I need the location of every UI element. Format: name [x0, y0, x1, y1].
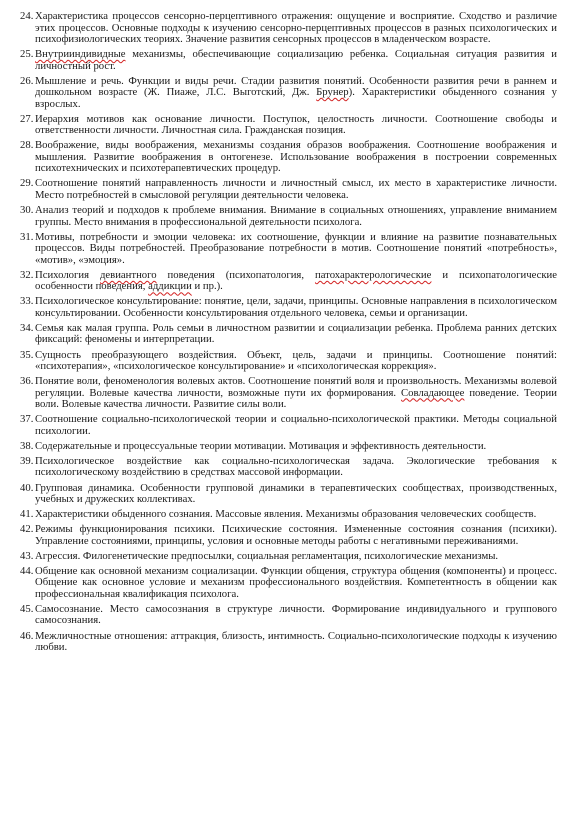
- item-text: [35, 270, 557, 293]
- item-text: Характеристика процессов сенсорно-перцептивного отражения: ощущение и восприятие. Сходство и различие этих процессов. Основные подходы к изучению сенсорно-перцептивных процессов в разных психологических и психофизиологических теориях. Значение развития сенсорных процессов в младенческом возрасте.: [35, 10, 557, 45]
- item-text: Психологическое консультирование: понятие, цели, задачи, принципы. Основные направления в психологическом консультировании. Особенности консультирования отдельного человека, семьи и организации.: [35, 295, 557, 319]
- text-segment: ). Характеристики обыденного сознания у взрослых.: [35, 86, 557, 110]
- text-segment: Мышление и речь. Функции и виды речи. Стадии развития понятий. Особенности развития речи в раннем и дошкольном возрасте (Ж. Пиаже, Л.С. Выготский, Дж.: [35, 74, 557, 99]
- item-number: 46.: [20, 629, 34, 642]
- list-item-24: [20, 11, 557, 46]
- list-item-31: [20, 232, 557, 267]
- item-number: 43.: [20, 549, 34, 562]
- text-segment: и психопатологические особенности поведения,: [35, 268, 557, 293]
- spellcheck-flagged-word: девиантного: [99, 268, 157, 281]
- list-item-26: [20, 76, 557, 111]
- item-number: 39.: [20, 454, 34, 467]
- item-number: 24.: [20, 10, 34, 22]
- item-number: 40.: [20, 481, 34, 494]
- item-number: 26.: [20, 74, 34, 87]
- list-item-41: [20, 509, 557, 521]
- item-text: Характеристики обыденного сознания. Массовые явления. Механизмы образования человеческих сообществ.: [35, 508, 537, 521]
- text-segment: Психология: [35, 268, 100, 281]
- spellcheck-flagged-word: патохарактерологические: [314, 268, 432, 281]
- item-number: 38.: [20, 439, 34, 452]
- list-item-33: [20, 296, 557, 319]
- list-item-40: [20, 483, 557, 506]
- item-number: 29.: [20, 177, 34, 190]
- item-text: Сущность преобразующего воздействия. Объект, цель, задачи и принципы. Соотношение понятий: «психотерапия», «психологическое консультирование» и «психологическая коррекция».: [35, 348, 557, 373]
- list-item-37: [20, 414, 557, 437]
- item-text: Мотивы, потребности и эмоции человека: их соотношение, функции и влияние на развитие познавательных процессов. Виды потребностей. Преобразование потребности в мотив. Соотношение понятий «потребность», «мотив», «эмоция».: [35, 230, 557, 266]
- spellcheck-flagged-word: аддикции: [148, 280, 192, 293]
- list-item-30: [20, 205, 557, 228]
- item-text: Агрессия. Филогенетические предпосылки, социальная регламентация, психологические механизмы.: [35, 549, 499, 562]
- item-number: 45.: [20, 602, 34, 615]
- item-number: 32.: [20, 268, 34, 281]
- item-text: Самосознание. Место самосознания в структуре личности. Формирование индивидуального и группового самосознания.: [35, 602, 557, 627]
- item-number: 25.: [20, 48, 34, 61]
- list-item-44: [20, 566, 557, 601]
- item-text: Психологическое воздействие как социально-психологическая задача. Экологические требования к психологическому воздействию в средствах массовой информации.: [35, 454, 557, 479]
- item-text: Иерархия мотивов как основание личности. Поступок, целостность личности. Соотношение свободы и ответственности личности. Личностная сила. Гражданская позиция.: [35, 112, 557, 137]
- list-item-45: [20, 604, 557, 627]
- list-item-42: [20, 524, 557, 547]
- list-item-32: [20, 270, 557, 293]
- item-number: 34.: [20, 321, 34, 334]
- spellcheck-flagged-word: Внутрииндивидные: [35, 48, 126, 61]
- item-text: Воображение, виды воображения, механизмы создания образов воображения. Соотношение воображения и мышления. Развитие воображения в онтогенезе. Использование воображения в построении современных психотехнических и психотерапевтических процедур.: [35, 139, 557, 175]
- list-item-38: [20, 441, 557, 453]
- text-segment: Понятие воли, феноменология волевых актов. Соотношение понятий воля и произвольность. Механизмы волевой регуляции. Волевые качества личности, возможные пути их формирования.: [35, 375, 557, 399]
- list-item-43: [20, 551, 557, 563]
- spellcheck-flagged-word: Брунер: [316, 86, 349, 99]
- item-number: 35.: [20, 348, 34, 361]
- item-number: 41.: [20, 508, 34, 521]
- item-number: 37.: [20, 413, 34, 426]
- list-item-27: [20, 114, 557, 137]
- item-number: 33.: [20, 295, 34, 308]
- item-text: Анализ теорий и подходов к проблеме внимания. Внимание в социальных отношениях, управление вниманием группы. Место внимания в профессиональной деятельности психолога.: [35, 204, 557, 228]
- item-text: Содержательные и процессуальные теории мотивации. Мотивация и эффективность деятельности.: [35, 439, 487, 452]
- text-segment: и пр.).: [191, 280, 223, 293]
- item-number: 28.: [20, 139, 34, 152]
- item-number: 27.: [20, 112, 34, 125]
- item-number: 30.: [20, 204, 34, 217]
- item-number: 31.: [20, 230, 34, 243]
- item-number: 44.: [20, 564, 34, 577]
- item-text: Семья как малая группа. Роль семьи в личностном развитии и социализации ребенка. Проблема ранних детских фиксаций: феномены и интерпретации.: [35, 321, 557, 346]
- list-item-46: [20, 631, 557, 654]
- item-text: Межличностные отношения: аттракция, близость, интимность. Социально-психологические подходы к изучению любви.: [35, 629, 557, 654]
- text-segment: поведение. Теории воли. Волевые качества личности. Развитие силы воли.: [35, 386, 557, 411]
- list-item-28: [20, 140, 557, 175]
- list-item-34: [20, 323, 557, 346]
- text-segment: механизмы, обеспечивающие социализацию ребенка. Социальная ситуация развития и личностный рост.: [35, 48, 557, 72]
- list-item-39: [20, 456, 557, 479]
- item-text: [35, 76, 557, 111]
- item-number: 36.: [20, 375, 34, 388]
- item-text: Групповая динамика. Особенности групповой динамики в терапевтических сообществах, производственных, учебных и дружеских коллективах.: [35, 481, 557, 505]
- text-segment: поведения (психопатология,: [156, 268, 315, 281]
- exam-questions-list: [20, 11, 557, 657]
- item-text: [35, 49, 557, 72]
- spellcheck-flagged-word: Совладающее: [401, 386, 465, 399]
- item-number: 42.: [20, 523, 34, 536]
- list-item-35: [20, 350, 557, 373]
- item-text: Общение как основной механизм социализации. Функции общения, структура общения (компоненты) и процесс. Общение как основное условие и механизм профессионального воздействия. Компетентность в общении как профессиональная квалификация психолога.: [35, 564, 557, 600]
- item-text: Соотношение понятий направленность личности и личностный смысл, их место в характеристике личности. Место потребностей в смысловой регуляции деятельности человека.: [35, 177, 557, 201]
- item-text: Соотношение социально-психологической теории и социально-психологической практики. Методы социальной психологии.: [35, 413, 557, 437]
- item-text: Режимы функционирования психики. Психические состояния. Измененные состояния сознания (психики). Управление состояниями, принципы, условия и основные методы работы с негативными переживаниями.: [35, 523, 557, 547]
- list-item-36: [20, 376, 557, 411]
- item-text: [35, 376, 557, 411]
- list-item-29: [20, 178, 557, 201]
- list-item-25: [20, 49, 557, 72]
